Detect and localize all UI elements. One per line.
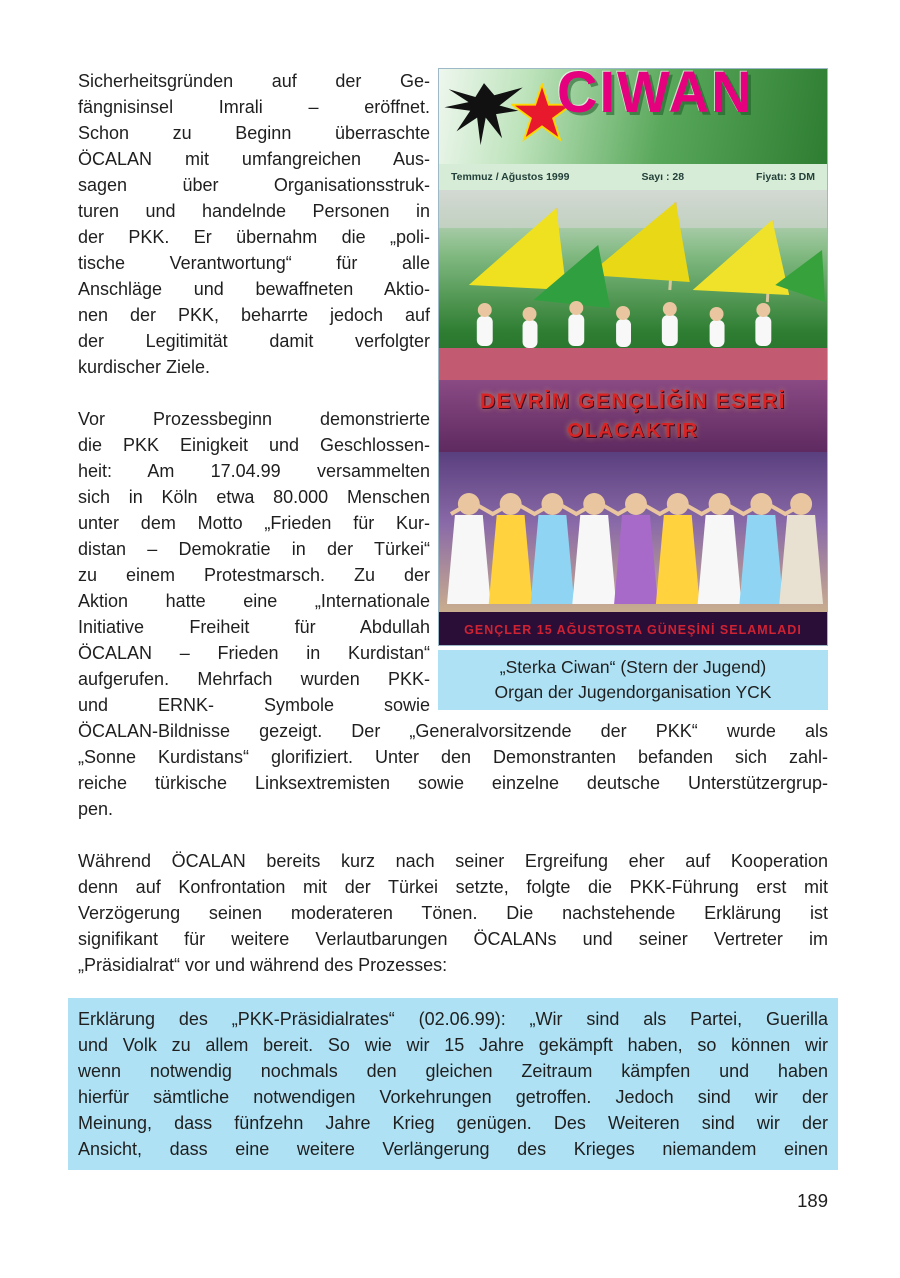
quote-highlight-block [68, 998, 838, 1170]
text-line: hierfür sämtliche notwendigen Vorkehrungen getroffen. Jedoch sind wir der [78, 1087, 828, 1107]
text-line: distan – Demokratie in der Türkei“ [78, 539, 430, 559]
cover-slogan [439, 380, 827, 452]
text-line: heit: Am 17.04.99 versammelten [78, 461, 430, 481]
text-line: aufgerufen. Mehrfach wurden PKK- [78, 669, 430, 689]
text-line: tische Verantwortung“ für alle [78, 253, 430, 273]
text-line: reiche türkische Linksextremisten sowie einzelne deutsche Unterstützergrup- [78, 773, 828, 793]
text-line: nen der PKK, beharrte jedoch auf [78, 305, 430, 325]
text-line: sich in Köln etwa 80.000 Menschen [78, 487, 430, 507]
magazine-cover [438, 68, 828, 646]
cover-date: Temmuz / Ağustos 1999 [451, 171, 570, 183]
body-left-column [78, 68, 430, 718]
paragraph-2-continued [78, 718, 828, 822]
text-line: signifikant für weitere Verlautbarungen ÖCALANs und seiner Vertreter im [78, 929, 828, 949]
text-line: die PKK Einigkeit und Geschlossen- [78, 435, 430, 455]
text-line: sagen über Organisationsstruk- [78, 175, 430, 195]
page-number: 189 [797, 1190, 828, 1211]
text-line: ÖCALAN – Frieden in Kurdistan“ [78, 643, 430, 663]
slogan-line-1: DEVRİM GENÇLİĞİN ESERİ [479, 390, 787, 413]
text-line: „Sterka Ciwan“ (Stern der Jugend) [499, 657, 767, 677]
paragraph-spacer [78, 978, 828, 998]
paragraph-spacer [78, 822, 828, 848]
text-line: „Präsidialrat“ vor und während des Prozesses: [78, 955, 448, 975]
cover-price: Fiyatı: 3 DM [756, 171, 815, 183]
crowd-flags-photo [439, 190, 827, 380]
cover-issue-number: Sayı : 28 [641, 171, 685, 183]
text-line: Initiative Freiheit für Abdullah [78, 617, 430, 637]
text-line: Ansicht, dass eine weitere Verlängerung des Krieges niemandem einen [78, 1139, 828, 1159]
text-line: und ERNK- Symbole sowie [78, 695, 430, 715]
figure-magazine [438, 68, 828, 718]
text-line: Vor Prozessbeginn demonstrierte [78, 409, 430, 429]
text-line: Verzögerung seinen moderateren Tönen. Die nachstehende Erklärung ist [78, 903, 828, 923]
figure-caption [438, 650, 828, 710]
text-line: zu einem Protestmarsch. Zu der [78, 565, 430, 585]
text-line: Organ der Jugendorganisation YCK [494, 682, 772, 702]
text-line: pen. [78, 799, 114, 819]
text-line: der Legitimität damit verfolgter [78, 331, 430, 351]
paragraph-1 [78, 68, 430, 380]
two-column-section [78, 68, 828, 718]
text-line: wenn notwendig nochmals den gleichen Zeitraum kämpfen und haben [78, 1061, 828, 1081]
paragraph-3 [78, 848, 828, 978]
text-line: Aktion hatte eine „Internationale [78, 591, 430, 611]
text-line: fängnisinsel Imrali – eröffnet. [78, 97, 430, 117]
text-line: kurdischer Ziele. [78, 357, 211, 377]
cover-meta-strip [439, 164, 827, 190]
text-line: unter dem Motto „Frieden für Kur- [78, 513, 430, 533]
text-line: Erklärung des „PKK-Präsidialrates“ (02.06.99): „Wir sind als Partei, Guerilla [78, 1009, 828, 1029]
dancers-photo [439, 452, 827, 612]
text-line: denn auf Konfrontation mit der Türkei setzte, folgte die PKK-Führung erst mit [78, 877, 828, 897]
text-line: und Volk zu allem bereit. So wie wir 15 Jahre gekämpft haben, so können wir [78, 1035, 828, 1055]
paragraph-spacer [78, 380, 430, 406]
slogan-line-2: OLACAKTIR [567, 420, 699, 442]
text-line: Anschläge und bewaffneten Aktio- [78, 279, 430, 299]
text-line: ÖCALAN mit umfangreichen Aus- [78, 149, 430, 169]
cover-bottom-banner: GENÇLER 15 AĞUSTOSTA GÜNEŞİNİ SELAMLADI [439, 612, 827, 646]
text-line: Sicherheitsgründen auf der Ge- [78, 71, 430, 91]
text-line: Schon zu Beginn überraschte [78, 123, 430, 143]
paragraph-2 [78, 406, 430, 718]
text-line: „Sonne Kurdistans“ glorifiziert. Unter den Demonstranten befanden sich zahl- [78, 747, 828, 767]
cover-title: CIWAN [557, 69, 754, 125]
text-line: turen und handelnde Personen in [78, 201, 430, 221]
text-line: ÖCALAN-Bildnisse gezeigt. Der „Generalvorsitzende der PKK“ wurde als [78, 721, 828, 741]
text-line: Meinung, dass fünfzehn Jahre Krieg genügen. Des Weiteren sind wir der [78, 1113, 828, 1133]
text-line: Während ÖCALAN bereits kurz nach seiner Ergreifung eher auf Kooperation [78, 851, 828, 871]
cover-masthead [439, 69, 827, 164]
text-line: der PKK. Er übernahm die „poli- [78, 227, 430, 247]
page-content [78, 68, 828, 1214]
